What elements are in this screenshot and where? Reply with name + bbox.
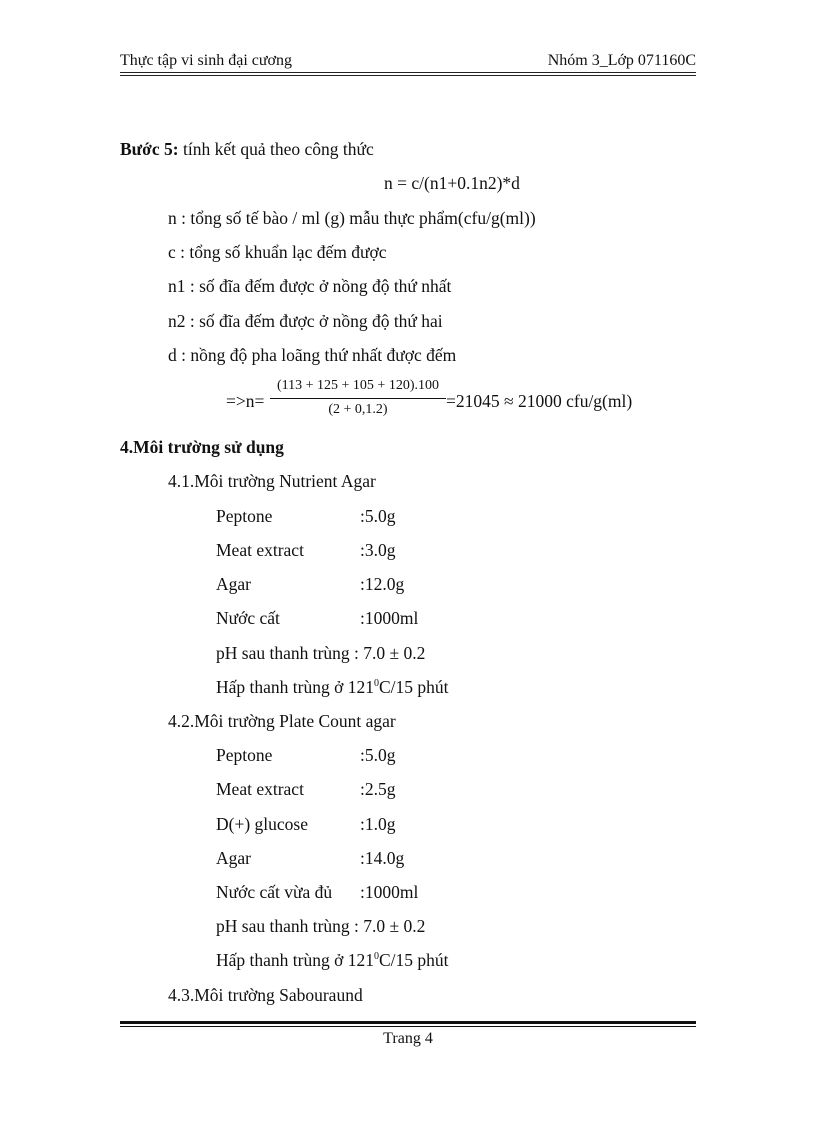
- ingredient-name: D(+) glucose: [216, 814, 308, 834]
- ingredient-value: :1000ml: [360, 882, 419, 902]
- degree-sup: 0: [373, 678, 379, 689]
- def-n2: n2 : số đĩa đếm được ở nồng độ thứ hai: [168, 311, 443, 331]
- ingredient-name: Agar: [216, 848, 251, 868]
- ingredient-value: :2.5g: [360, 779, 396, 799]
- ingredient-name: Nước cất vừa đủ: [216, 882, 333, 902]
- def-c: c : tổng số khuẩn lạc đếm được: [168, 242, 387, 262]
- ingredient-name: Meat extract: [216, 779, 304, 799]
- step5-text: tính kết quả theo công thức: [178, 139, 374, 159]
- footer-rule-2: [120, 1026, 696, 1027]
- header-title: Thực tập vi sinh đại cương: [120, 52, 292, 69]
- def-d: d : nồng độ pha loãng thứ nhất được đếm: [168, 345, 457, 365]
- fraction-bar: [270, 398, 446, 399]
- calc-result: =21045 ≈ 21000 cfu/g(ml): [446, 391, 633, 411]
- ingredient-value: :5.0g: [360, 745, 396, 765]
- sterilization-text: Hấp thanh trùng ở 121: [216, 677, 374, 697]
- step5-formula: n = c/(n1+0.1n2)*d: [384, 173, 520, 193]
- ingredient-name: Peptone: [216, 745, 273, 765]
- def-n: n : tổng số tế bào / ml (g) mẫu thực phẩm(cfu/g(ml)): [168, 208, 536, 228]
- sterilization-text: Hấp thanh trùng ở 121: [216, 950, 374, 970]
- ingredient-value: :14.0g: [360, 848, 405, 868]
- section4-title: 4.Môi trường sử dụng: [120, 437, 284, 457]
- header-rule: [120, 72, 696, 73]
- calc-lhs: =>n=: [226, 391, 265, 411]
- header-group: Nhóm 3_Lớp 071160C: [547, 52, 696, 69]
- calc-numerator: (113 + 125 + 105 + 120).100: [277, 378, 439, 393]
- ingredient-value: :1000ml: [360, 608, 419, 628]
- ingredient-name: Nước cất: [216, 608, 280, 628]
- page-number: Trang 4: [383, 1030, 433, 1047]
- sterilization-text-end: C/15 phút: [378, 677, 449, 697]
- ingredient-name: Agar: [216, 574, 251, 594]
- step5-heading: [120, 139, 374, 159]
- ingredient-value: :1.0g: [360, 814, 396, 834]
- sub2-title: 4.2.Môi trường Plate Count agar: [168, 711, 396, 731]
- ingredient-name: Meat extract: [216, 540, 304, 560]
- ingredient-value: :5.0g: [360, 506, 396, 526]
- sub1-title: 4.1.Môi trường Nutrient Agar: [168, 471, 376, 491]
- ingredient-row: [216, 506, 272, 526]
- degree-sup: 0: [373, 951, 379, 962]
- ingredient-value: :12.0g: [360, 574, 405, 594]
- ingredient-value: :3.0g: [360, 540, 396, 560]
- sterilization-note: [216, 677, 449, 697]
- header-rule-2: [120, 75, 696, 76]
- ingredient-name: Peptone: [216, 506, 273, 526]
- calc-denominator: (2 + 0,1.2): [328, 402, 388, 417]
- sub3-title: 4.3.Môi trường Sabouraund: [168, 985, 363, 1005]
- sterilization-note: [216, 950, 449, 970]
- ph-note: pH sau thanh trùng : 7.0 ± 0.2: [216, 643, 426, 663]
- ph-note: pH sau thanh trùng : 7.0 ± 0.2: [216, 916, 426, 936]
- def-n1: n1 : số đĩa đếm được ở nồng độ thứ nhất: [168, 276, 452, 296]
- footer-rule: [120, 1021, 696, 1024]
- step5-label: Bước 5:: [120, 139, 179, 159]
- sterilization-text-end: C/15 phút: [378, 950, 449, 970]
